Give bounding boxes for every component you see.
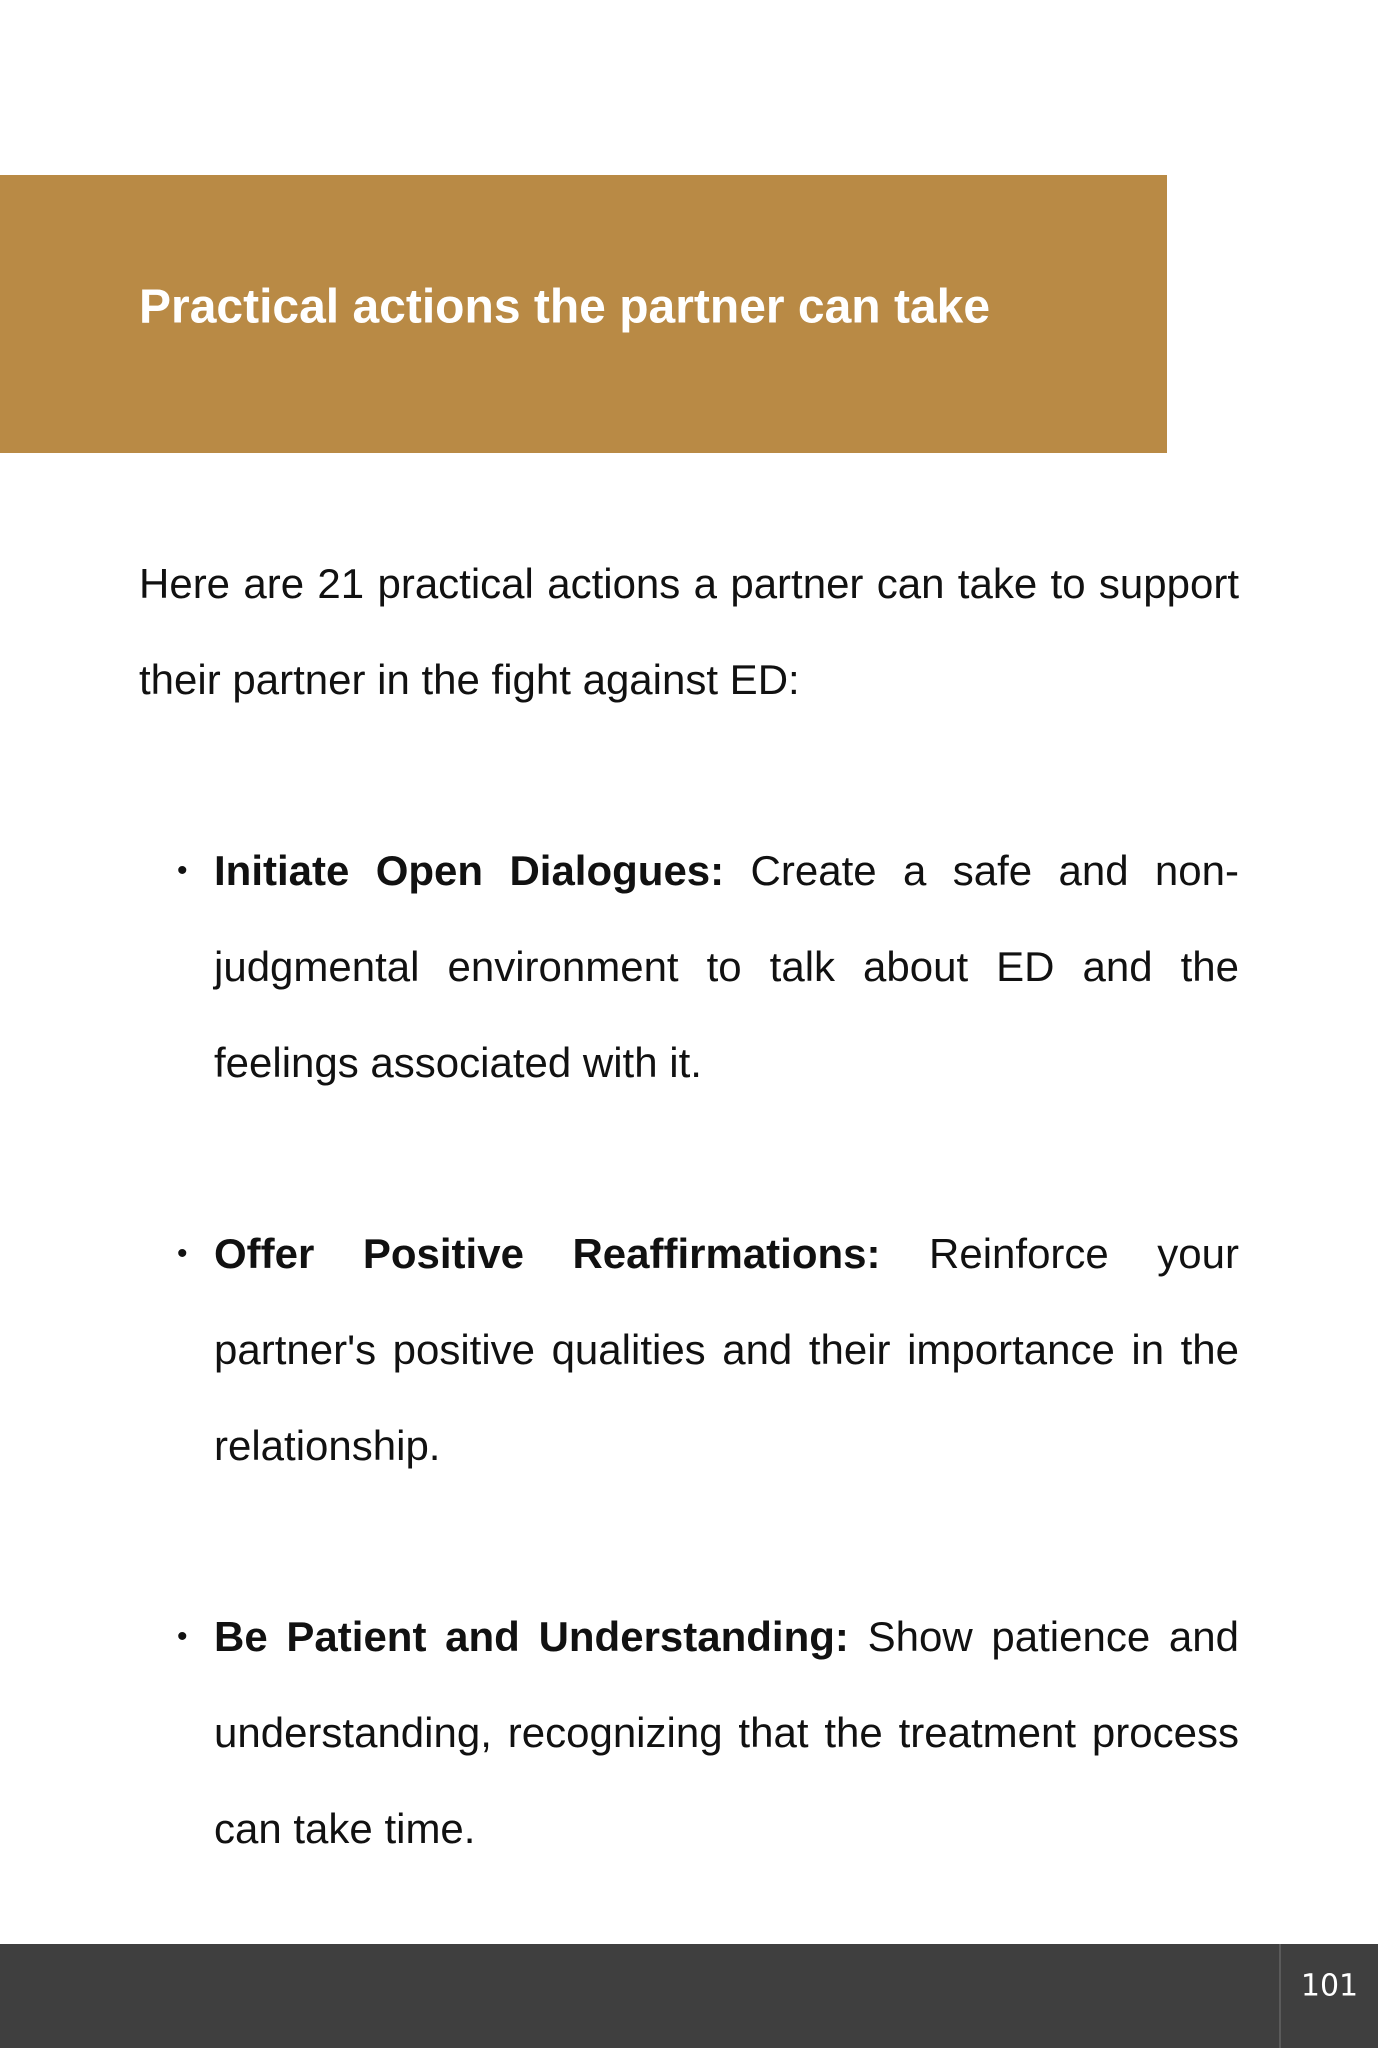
bullet-icon: • [177, 1620, 188, 1653]
page-number: 101 [1300, 1968, 1359, 2004]
action-list [139, 823, 1239, 1972]
list-item [139, 823, 1239, 1111]
intro-paragraph: Here are 21 practical actions a partner can take to support their partner in the fight against ED: [139, 560, 1239, 703]
page-number-box [1279, 1944, 1378, 2048]
list-item-term: Be Patient and Understanding: [214, 1613, 849, 1660]
list-item-term: Offer Positive Reaffirmations: [214, 1230, 881, 1277]
bullet-icon: • [177, 854, 188, 887]
page-title: Practical actions the partner can take [139, 280, 991, 334]
list-item-text: Create a safe and non-judgmental environment to talk about ED and the feelings associated with it. [214, 847, 1239, 1086]
list-item-text: Show patience and understanding, recognizing that the treatment process can take time. [214, 1613, 1239, 1852]
list-item-term: Initiate Open Dialogues: [214, 847, 725, 894]
list-item-text: Reinforce your partner's positive qualities and their importance in the relationship. [214, 1230, 1239, 1469]
list-item [139, 1206, 1239, 1494]
bullet-icon: • [177, 1237, 188, 1270]
footer-bar [0, 1944, 1378, 2048]
list-item [139, 1589, 1239, 1877]
